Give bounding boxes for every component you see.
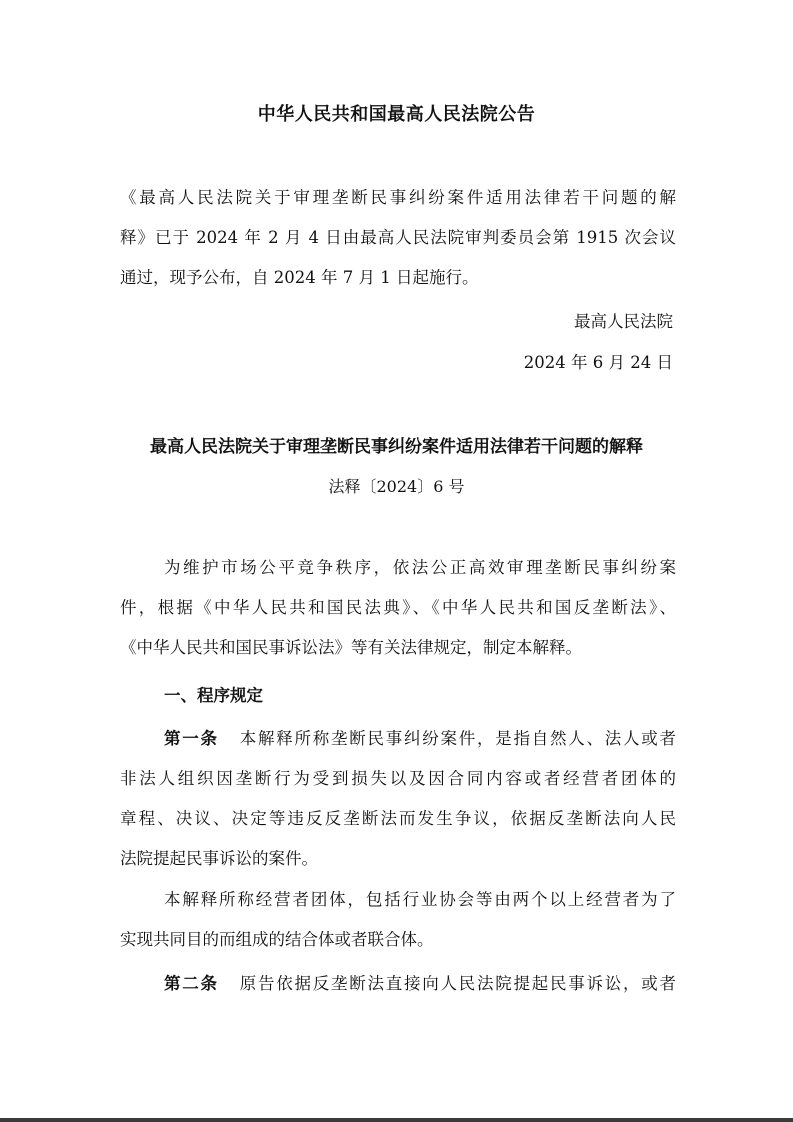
article-1-first-line [120,719,676,759]
article-2 [120,964,676,1004]
interpretation-title: 最高人民法院关于审理垄断民事纠纷案件适用法律若干问题的解释 [150,437,643,457]
preamble [120,548,676,668]
notice-date: 2024 年 6 月 24 日 [523,353,673,372]
notice-body-line: 《最高人民法院关于审理垄断民事纠纷案件适用法律若干问题的解 [120,188,676,207]
article-1-line: 法院提起民事诉讼的案件。 [120,849,318,868]
article-1-line: 非法人组织因垄断行为受到损失以及因合同内容或者经营者团体的 [120,769,676,788]
notice-title: 中华人民共和国最高人民法院公告 [257,104,536,125]
notice-body-line: 通过，现予公布，自 2024 年 7 月 1 日起施行。 [120,268,479,287]
article-1-line: 章程、决议、决定等违反反垄断法而发生争议，依据反垄断法向人民 [120,809,676,828]
notice-signatory: 最高人民法院 [574,312,673,331]
article-2-first-line [120,964,676,1004]
page-bottom-border [0,1118,793,1122]
preamble-line: 件，根据《中华人民共和国民法典》、《中华人民共和国反垄断法》、 [120,598,676,617]
notice-body [120,178,676,298]
preamble-line: 为维护市场公平竞争秩序，依法公正高效审理垄断民事纠纷案 [164,558,676,577]
article-1-para2-line: 实现共同目的而组成的结合体或者联合体。 [120,930,434,949]
article-1-label: 第一条 [164,729,219,748]
article-1-text: 本解释所称垄断民事纠纷案件，是指自然人、法人或者 [239,729,676,748]
article-2-text: 原告依据反垄断法直接向人民法院提起民事诉讼，或者 [239,974,676,993]
section-heading: 一、程序规定 [164,686,263,705]
article-1-para2-line: 本解释所称经营者团体，包括行业协会等由两个以上经营者为了 [164,890,676,909]
article-2-label: 第二条 [164,974,219,993]
notice-body-line: 释》已于 2024 年 2 月 4 日由最高人民法院审判委员会第 1915 次会议 [120,228,676,247]
article-1-paragraph-2 [120,880,676,960]
article-1 [120,719,676,879]
document-number: 法释〔2024〕6 号 [328,477,465,496]
preamble-line: 《中华人民共和国民事诉讼法》等有关法律规定，制定本解释。 [120,638,582,657]
